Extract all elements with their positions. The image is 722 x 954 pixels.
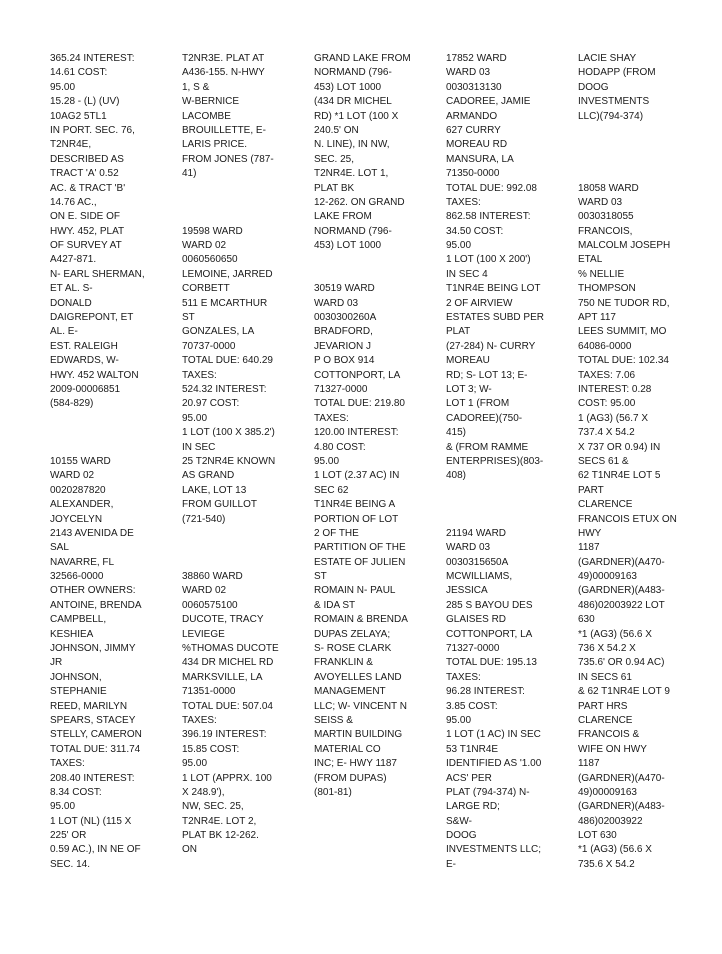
text-line: INTEREST: 0.28 (578, 383, 652, 395)
text-line: (584-829) (50, 398, 94, 410)
text-line: 14.76 AC., (50, 196, 97, 208)
text-line: 0030300260A (314, 312, 377, 324)
text-line: 285 S BAYOU DES (446, 599, 533, 611)
text-line: 750 NE TUDOR RD, (578, 297, 670, 309)
text-line: GONZALES, LA (182, 326, 255, 338)
text-line: 1187 (578, 758, 600, 770)
text-line: FRANKLIN & (314, 657, 373, 669)
text-line: ESTATES SUBD PER (446, 312, 544, 324)
text-line: 95.00 (314, 455, 340, 467)
text-column-3 (314, 52, 411, 800)
text-line: OTHER OWNERS: (50, 585, 136, 597)
text-line: 95.00 (50, 81, 76, 93)
text-line: 524.32 INTEREST: (182, 383, 267, 395)
text-line: APT 117 (578, 312, 616, 324)
text-line: AC. & TRACT 'B' (50, 182, 126, 194)
text-line: 1 LOT (NL) (115 X (50, 815, 132, 827)
text-line: 415) (446, 427, 467, 439)
text-line: IN SEC (182, 441, 216, 453)
text-line: FRANCOIS, (578, 225, 633, 237)
text-line (50, 426, 145, 440)
text-line: KESHIEA (50, 628, 94, 640)
text-line: WARD 02 (182, 240, 227, 252)
text-line: ON E. SIDE OF (50, 211, 121, 223)
text-line: ESTATE OF JULIEN (314, 556, 406, 568)
text-line: 15.28 - (L) (UV) (50, 96, 120, 108)
text-line: 18058 WARD (578, 182, 639, 194)
text-line: TOTAL DUE: 507.04 (182, 700, 273, 712)
text-line: TAXES: (182, 714, 217, 726)
text-line: LOT 3; W- (446, 383, 492, 395)
text-line: 453) LOT 1000 (314, 240, 382, 252)
text-line: MOREAU (446, 355, 490, 367)
text-line: 630 (578, 614, 595, 626)
text-line: MANAGEMENT (314, 686, 386, 698)
text-line: PLAT BK 12-262. (182, 830, 259, 842)
text-line: MATERIAL CO (314, 743, 381, 755)
text-line: ENTERPRISES)(803- (446, 455, 544, 467)
text-line: 735.6' OR 0.94 AC) (578, 657, 665, 669)
text-line: ET AL. S- (50, 283, 93, 295)
text-line: MOREAU RD (446, 139, 508, 151)
text-line: IN SECS 61 (578, 671, 632, 683)
text-line: FRANCOIS ETUX ON (578, 513, 677, 525)
text-line: ROMAIN & BRENDA (314, 614, 408, 626)
text-line (578, 167, 677, 181)
text-line: 1 LOT (100 X 200') (446, 254, 531, 266)
text-line: WARD 02 (50, 470, 95, 482)
text-line: JOHNSON, (50, 671, 102, 683)
text-line: 0030313130 (446, 81, 502, 93)
text-line: CADOREE)(750- (446, 412, 523, 424)
text-line: 862.58 INTEREST: (446, 211, 531, 223)
text-line: JOHNSON, JIMMY (50, 643, 136, 655)
text-line: CLARENCE (578, 714, 633, 726)
text-line: (GARDNER)(A470- (578, 556, 665, 568)
text-line: 17852 WARD (446, 53, 507, 64)
text-line: T2NR4E. LOT 2, (182, 815, 257, 827)
text-line: E- (446, 858, 456, 870)
text-line: A436-155. N-HWY (182, 67, 265, 79)
text-line: 0060560650 (182, 254, 238, 266)
text-line: THOMPSON (578, 283, 636, 295)
text-line: CAMPBELL, (50, 614, 107, 626)
text-line: WARD 03 (314, 297, 359, 309)
text-line: 10155 WARD (50, 455, 111, 467)
text-line: 3.85 COST: (446, 700, 498, 712)
text-line: 8.34 COST: (50, 786, 102, 798)
text-line: AL. E- (50, 326, 78, 338)
text-line: PART (578, 484, 604, 496)
text-line: ACS' PER (446, 772, 492, 784)
text-line: 49)00009163 (578, 571, 637, 583)
text-line: 453) LOT 1000 (314, 81, 382, 93)
text-line: (GARDNER)(A470- (578, 772, 665, 784)
text-line: 71351-0000 (182, 686, 236, 698)
text-column-5 (578, 52, 677, 872)
text-line: COST: 95.00 (578, 398, 636, 410)
text-line: MARKSVILLE, LA (182, 671, 263, 683)
text-line: 25 T2NR4E KNOWN (182, 455, 276, 467)
text-line: AVOYELLES LAND (314, 671, 402, 683)
text-line: 14.61 COST: (50, 67, 108, 79)
text-line: & IDA ST (314, 599, 356, 611)
text-line: ROMAIN N- PAUL (314, 585, 396, 597)
text-line (446, 513, 544, 527)
text-line: DONALD (50, 297, 92, 309)
text-line: RD; S- LOT 13; E- (446, 369, 528, 381)
text-line: ST (314, 571, 327, 583)
text-line: LAKE, LOT 13 (182, 484, 247, 496)
text-line: WARD 02 (182, 585, 227, 597)
text-line: LACOMBE (182, 110, 231, 122)
text-line: T1NR4E BEING A (314, 499, 396, 511)
text-line: 120.00 INTEREST: (314, 427, 399, 439)
text-line: PLAT (794-374) N- (446, 786, 530, 798)
text-line: 95.00 (182, 758, 208, 770)
text-line: 2143 AVENIDA DE (50, 527, 134, 539)
text-line: JEVARION J (314, 340, 372, 352)
text-line: 96.28 INTEREST: (446, 686, 525, 698)
text-line (446, 498, 544, 512)
text-line: 70737-0000 (182, 340, 236, 352)
text-line: HWY. 452, PLAT (50, 225, 125, 237)
text-line: ETAL (578, 254, 603, 266)
text-line: LARGE RD; (446, 801, 500, 813)
text-line (182, 182, 279, 196)
text-line: 12-262. ON GRAND (314, 196, 405, 208)
text-line (182, 541, 279, 555)
text-line: 49)00009163 (578, 786, 637, 798)
text-line (314, 253, 411, 267)
text-line: MARTIN BUILDING (314, 729, 403, 741)
text-line: 1 LOT (100 X 385.2') (182, 427, 275, 439)
text-line: NW, SEC. 25, (182, 801, 244, 813)
text-line: 71327-0000 (446, 643, 500, 655)
text-column-2 (182, 52, 279, 858)
text-line: (FROM DUPAS) (314, 772, 387, 784)
text-line: X 248.9'), (182, 786, 225, 798)
text-line: LEVIEGE (182, 628, 225, 640)
text-line: 240.5' ON (314, 124, 359, 136)
text-line: (721-540) (182, 513, 226, 525)
text-line (182, 210, 279, 224)
text-line: 38860 WARD (182, 571, 243, 583)
text-line: 2 OF AIRVIEW (446, 297, 513, 309)
text-line: PORTION OF LOT (314, 513, 399, 525)
text-line: AS GRAND (182, 470, 235, 482)
text-line: 396.19 INTEREST: (182, 729, 267, 741)
text-line: 95.00 (50, 801, 76, 813)
text-line: (27-284) N- CURRY (446, 340, 536, 352)
text-line: S- ROSE CLARK (314, 643, 392, 655)
text-line: TOTAL DUE: 640.29 (182, 355, 273, 367)
text-line: SECS 61 & (578, 455, 629, 467)
text-line: T2NR4E, (50, 139, 92, 151)
text-line: TOTAL DUE: 219.80 (314, 398, 405, 410)
text-line: 95.00 (182, 412, 208, 424)
text-line: SAL (50, 542, 69, 554)
text-line: 1, S & (182, 81, 210, 93)
text-line: & (FROM RAMME (446, 441, 529, 453)
text-line: BROUILLETTE, E- (182, 124, 266, 136)
text-line: 10AG2 5TL1 (50, 110, 107, 122)
text-line: LAKE FROM (314, 211, 372, 223)
text-line: HWY (578, 527, 602, 539)
text-line: TAXES: (182, 369, 217, 381)
text-line: 30519 WARD (314, 283, 375, 295)
text-line: (GARDNER)(A483- (578, 585, 665, 597)
text-line: CORBETT (182, 283, 230, 295)
text-line: DESCRIBED AS (50, 153, 124, 165)
text-line: 64086-0000 (578, 340, 632, 352)
text-line: T2NR3E. PLAT AT (182, 53, 265, 64)
text-line: TAXES: 7.06 (578, 369, 636, 381)
text-line: NORMAND (796- (314, 67, 392, 79)
text-line: T2NR4E. LOT 1, (314, 168, 389, 180)
text-line: 486)02003922 (578, 815, 643, 827)
text-line: 0030315650A (446, 556, 509, 568)
text-line: LEMOINE, JARRED (182, 268, 273, 280)
text-line: LOT 1 (FROM (446, 398, 510, 410)
text-line: HWY. 452 WALTON (50, 369, 139, 381)
text-line: 71350-0000 (446, 168, 500, 180)
text-line: 225' OR (50, 830, 87, 842)
text-line: TAXES: (50, 758, 85, 770)
text-line: IN PORT. SEC. 76, (50, 124, 135, 136)
text-line: NORMAND (796- (314, 225, 392, 237)
text-line: 208.40 INTEREST: (50, 772, 135, 784)
text-line: PART HRS (578, 700, 628, 712)
text-line: 0060575100 (182, 599, 238, 611)
text-line: PLAT BK (314, 182, 355, 194)
text-line: W-BERNICE (182, 96, 240, 108)
text-line: MANSURA, LA (446, 153, 514, 165)
text-line: LACIE SHAY (578, 53, 637, 64)
text-line: P O BOX 914 (314, 355, 375, 367)
text-line: INVESTMENTS (578, 96, 650, 108)
text-line: RD) *1 LOT (100 X (314, 110, 399, 122)
text-line: BRADFORD, (314, 326, 373, 338)
text-line: WARD 03 (446, 542, 491, 554)
text-line: SEC. 14. (50, 858, 91, 870)
text-line: INC; E- HWY 1187 (314, 758, 397, 770)
text-line: 2009-00006851 (50, 383, 121, 395)
text-line: 0.59 AC.), IN NE OF (50, 844, 141, 856)
text-line: TOTAL DUE: 992.08 (446, 182, 537, 194)
text-line: 20.97 COST: (182, 398, 240, 410)
text-line: N. LINE), IN NW, (314, 139, 390, 151)
text-line (446, 484, 544, 498)
text-line: TAXES: (446, 671, 481, 683)
text-line: 486)02003922 LOT (578, 599, 665, 611)
text-line: TAXES: (446, 196, 481, 208)
text-line: STEPHANIE (50, 686, 107, 698)
text-line: LARIS PRICE. (182, 139, 248, 151)
text-line: PARTITION OF THE (314, 542, 406, 554)
text-line: 511 E MCARTHUR (182, 297, 268, 309)
text-line: TOTAL DUE: 102.34 (578, 355, 669, 367)
text-line: 0020287820 (50, 484, 106, 496)
text-line: 735.6 X 54.2 (578, 858, 635, 870)
text-line: LEES SUMMIT, MO (578, 326, 667, 338)
text-line: COTTONPORT, LA (314, 369, 401, 381)
text-line: WARD 03 (578, 196, 623, 208)
text-line: 627 CURRY (446, 124, 501, 136)
text-line: 1 (AG3) (56.7 X (578, 412, 649, 424)
text-line: DUPAS ZELAYA; (314, 628, 391, 640)
text-line: (GARDNER)(A483- (578, 801, 665, 813)
text-line: TAXES: (314, 412, 349, 424)
text-line: SPEARS, STACEY (50, 714, 136, 726)
text-line: ARMANDO (446, 110, 498, 122)
text-line: DOOG (446, 830, 477, 842)
text-line: EDWARDS, W- (50, 355, 119, 367)
text-line: DAIGREPONT, ET (50, 312, 134, 324)
text-line: TRACT 'A' 0.52 (50, 168, 119, 180)
text-line: WIFE ON HWY (578, 743, 647, 755)
text-line: S&W- (446, 815, 472, 827)
text-line: FRANCOIS & (578, 729, 640, 741)
text-line: ON (182, 844, 197, 856)
text-line: ST (182, 312, 195, 324)
text-line: 4.80 COST: (314, 441, 366, 453)
text-line: 19598 WARD (182, 225, 243, 237)
text-line: GRAND LAKE FROM (314, 53, 411, 64)
text-line: MALCOLM JOSEPH (578, 240, 671, 252)
text-line (578, 153, 677, 167)
text-line: TOTAL DUE: 311.74 (50, 743, 141, 755)
text-line: 62 T1NR4E LOT 5 (578, 470, 661, 482)
text-line: 95.00 (446, 240, 472, 252)
text-line (182, 556, 279, 570)
text-line: IDENTIFIED AS '1.00 (446, 758, 542, 770)
text-line: DUCOTE, TRACY (182, 614, 264, 626)
text-line: T1NR4E BEING LOT (446, 283, 541, 295)
text-line: CLARENCE (578, 499, 633, 511)
text-line: 21194 WARD (446, 527, 507, 539)
text-line: %THOMAS DUCOTE (182, 643, 279, 655)
text-line: N- EARL SHERMAN, (50, 268, 145, 280)
text-line: 53 T1NR4E (446, 743, 499, 755)
text-line (578, 124, 677, 138)
text-line: 737.4 X 54.2 (578, 427, 635, 439)
text-line: SEISS & (314, 714, 353, 726)
text-line: JESSICA (446, 585, 488, 597)
text-line: ANTOINE, BRENDA (50, 599, 142, 611)
text-line: 41) (182, 168, 197, 180)
text-line: % NELLIE (578, 268, 625, 280)
text-line: INVESTMENTS LLC; (446, 844, 542, 856)
text-line: CADOREE, JAMIE (446, 96, 531, 108)
text-line: MCWILLIAMS, (446, 571, 513, 583)
text-line: FROM GUILLOT (182, 499, 258, 511)
text-column-4 (446, 52, 544, 872)
text-line (578, 138, 677, 152)
text-line: WARD 03 (446, 67, 491, 79)
text-line: COTTONPORT, LA (446, 628, 533, 640)
text-line: 408) (446, 470, 467, 482)
text-line: IN SEC 4 (446, 268, 488, 280)
text-line: *1 (AG3) (56.6 X (578, 628, 652, 640)
text-line (50, 441, 145, 455)
text-line: 365.24 INTEREST: (50, 53, 135, 64)
text-line: (434 DR MICHEL (314, 96, 392, 108)
text-line: EST. RALEIGH (50, 340, 118, 352)
text-line: 95.00 (446, 714, 472, 726)
text-line: 1 LOT (1 AC) IN SEC (446, 729, 541, 741)
text-line: 434 DR MICHEL RD (182, 657, 274, 669)
text-line: LOT 630 (578, 830, 617, 842)
text-line: (801-81) (314, 786, 352, 798)
text-line (182, 527, 279, 541)
text-line: OF SURVEY AT (50, 240, 122, 252)
text-line: *1 (AG3) (56.6 X (578, 844, 652, 856)
text-line (314, 268, 411, 282)
text-line: 71327-0000 (314, 383, 368, 395)
text-line: LLC; W- VINCENT N (314, 700, 407, 712)
text-line: X 737 OR 0.94) IN (578, 441, 661, 453)
text-line: 1 LOT (2.37 AC) IN (314, 470, 400, 482)
text-line: JR (50, 657, 63, 669)
text-line: 34.50 COST: (446, 225, 504, 237)
text-line: PLAT (446, 326, 471, 338)
text-line: & 62 T1NR4E LOT 9 (578, 686, 670, 698)
text-line: DOOG (578, 81, 609, 93)
text-line: 0030318055 (578, 211, 634, 223)
text-line: JOYCELYN (50, 513, 103, 525)
text-line: TOTAL DUE: 195.13 (446, 657, 537, 669)
text-column-1 (50, 52, 145, 872)
text-line: SEC. 25, (314, 153, 355, 165)
text-line: 2 OF THE (314, 527, 359, 539)
text-line (50, 412, 145, 426)
text-line (182, 196, 279, 210)
text-line: HODAPP (FROM (578, 67, 656, 79)
text-line: GLAISES RD (446, 614, 507, 626)
text-line: SEC 62 (314, 484, 349, 496)
text-line: A427-871. (50, 254, 97, 266)
text-line: ALEXANDER, (50, 499, 114, 511)
text-line: 736 X 54.2 X (578, 643, 636, 655)
text-line: 15.85 COST: (182, 743, 240, 755)
text-line: REED, MARILYN (50, 700, 128, 712)
text-line: FROM JONES (787- (182, 153, 274, 165)
text-line: 32566-0000 (50, 571, 104, 583)
text-line: LLC)(794-374) (578, 110, 644, 122)
text-line: 1 LOT (APPRX. 100 (182, 772, 272, 784)
text-line: 1187 (578, 542, 600, 554)
text-line: NAVARRE, FL (50, 556, 115, 568)
text-line: STELLY, CAMERON (50, 729, 142, 741)
